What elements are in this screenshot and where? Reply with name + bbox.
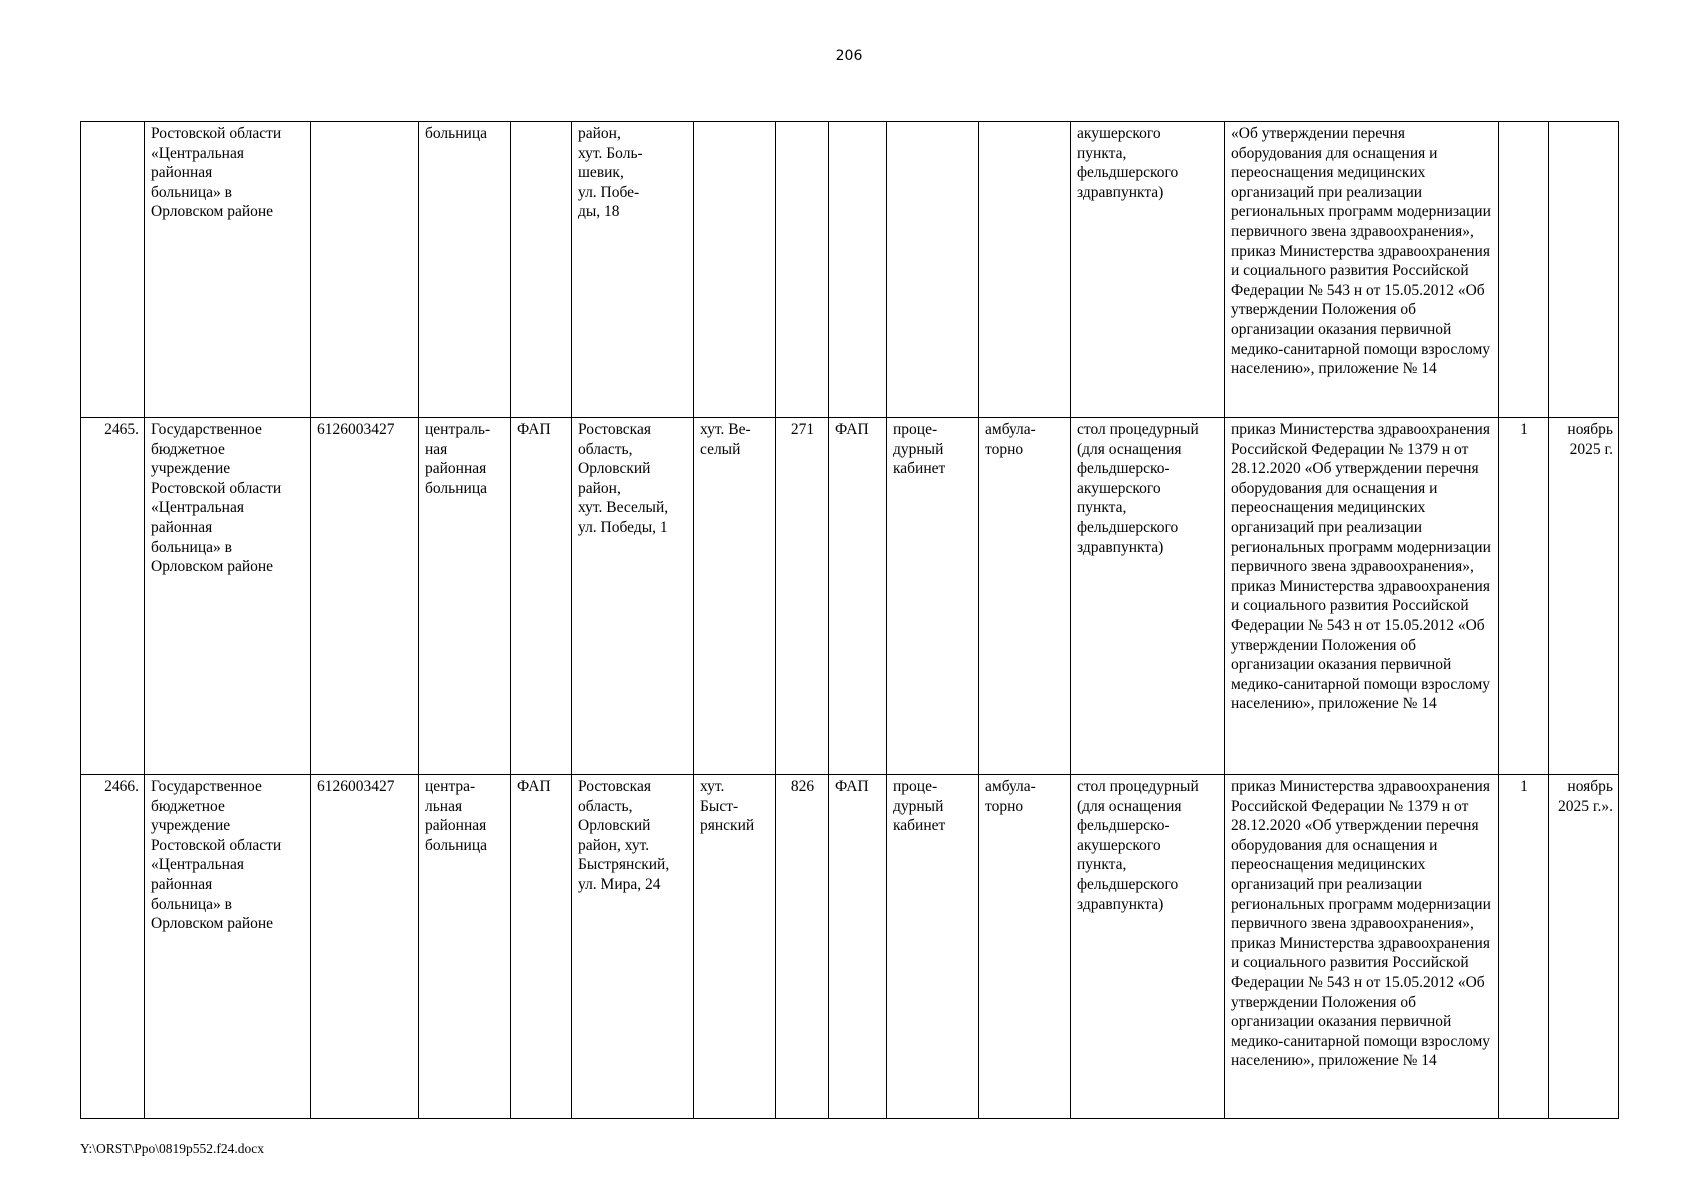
table-row <box>81 775 1619 1119</box>
address-cell: Ростовская область, Орловский район, хут. Быстрянский, ул. Мира, 24 <box>572 775 694 1119</box>
unit-cell <box>511 122 572 418</box>
population-cell: 826 <box>776 775 829 1119</box>
legal-basis-cell: приказ Министерства здравоохранения Российской Федерации № 1379 н от 28.12.2020 «Об утверждении перечня оборудования для оснащения и переоснащения медицинских организаций при реализации региональных программ модернизации первичного звена здравоохранения», приказ Министерства здравоохранения и социального развития Российской Федерации № 543 н от 15.05.2012 «Об утверждении Положения об организации оказания первичной медико-санитарной помощи взрослому населению», приложение № 14 <box>1225 775 1499 1119</box>
unit-type-cell: ФАП <box>829 418 887 775</box>
legal-basis-cell: приказ Министерства здравоохранения Российской Федерации № 1379 н от 28.12.2020 «Об утверждении перечня оборудования для оснащения и переоснащения медицинских организаций при реализации региональных программ модернизации первичного звена здравоохранения», приказ Министерства здравоохранения и социального развития Российской Федерации № 543 н от 15.05.2012 «Об утверждении Положения об организации оказания первичной медико-санитарной помощи взрослому населению», приложение № 14 <box>1225 418 1499 775</box>
population-cell: 271 <box>776 418 829 775</box>
date-cell: ноябрь 2025 г.». <box>1549 775 1619 1119</box>
inn-cell <box>311 122 419 418</box>
quantity-cell: 1 <box>1499 775 1549 1119</box>
date-cell: ноябрь 2025 г. <box>1549 418 1619 775</box>
organization-cell: Государственное бюджетное учреждение Ростовской области «Центральная районная больница» в Орловском районе <box>145 418 311 775</box>
org-type-cell: больница <box>419 122 511 418</box>
care-mode-cell: амбула- торно <box>979 418 1071 775</box>
org-type-cell: централь- ная районная больница <box>419 418 511 775</box>
settlement-cell: хут. Быст- рянский <box>694 775 776 1119</box>
page-number: 206 <box>835 48 863 64</box>
quantity-cell <box>1499 122 1549 418</box>
document-table <box>80 121 1619 1119</box>
settlement-cell <box>694 122 776 418</box>
date-cell <box>1549 122 1619 418</box>
org-type-cell: центра- льная районная больница <box>419 775 511 1119</box>
cabinet-cell: проце- дурный кабинет <box>887 775 979 1119</box>
row-number-cell <box>81 122 145 418</box>
cabinet-cell: проце- дурный кабинет <box>887 418 979 775</box>
equipment-cell: стол процедурный (для оснащения фельдшерско- акушерского пункта, фельдшерского здравпункта) <box>1071 775 1225 1119</box>
equipment-cell: стол процедурный (для оснащения фельдшерско- акушерского пункта, фельдшерского здравпункта) <box>1071 418 1225 775</box>
care-mode-cell <box>979 122 1071 418</box>
cabinet-cell <box>887 122 979 418</box>
table-row <box>81 122 1619 418</box>
address-cell: район, хут. Боль- шевик, ул. Побе- ды, 18 <box>572 122 694 418</box>
care-mode-cell: амбула- торно <box>979 775 1071 1119</box>
footer-file-path: Y:\ORST\Ppo\0819p552.f24.docx <box>80 1141 265 1156</box>
inn-cell: 6126003427 <box>311 775 419 1119</box>
address-cell: Ростовская область, Орловский район, хут. Веселый, ул. Победы, 1 <box>572 418 694 775</box>
settlement-cell: хут. Ве- селый <box>694 418 776 775</box>
organization-cell: Государственное бюджетное учреждение Ростовской области «Центральная районная больница» в Орловском районе <box>145 775 311 1119</box>
unit-type-cell: ФАП <box>829 775 887 1119</box>
unit-cell: ФАП <box>511 418 572 775</box>
unit-cell: ФАП <box>511 775 572 1119</box>
population-cell <box>776 122 829 418</box>
inn-cell: 6126003427 <box>311 418 419 775</box>
equipment-cell: акушерского пункта, фельдшерского здравпункта) <box>1071 122 1225 418</box>
legal-basis-cell: «Об утверждении перечня оборудования для оснащения и переоснащения медицинских организаций при реализации региональных программ модернизации первичного звена здравоохранения», приказ Министерства здравоохранения и социального развития Российской Федерации № 543 н от 15.05.2012 «Об утверждении Положения об организации оказания первичной медико-санитарной помощи взрослому населению», приложение № 14 <box>1225 122 1499 418</box>
quantity-cell: 1 <box>1499 418 1549 775</box>
unit-type-cell <box>829 122 887 418</box>
row-number-cell: 2466. <box>81 775 145 1119</box>
row-number-cell: 2465. <box>81 418 145 775</box>
organization-cell: Ростовской области «Центральная районная больница» в Орловском районе <box>145 122 311 418</box>
table-row <box>81 418 1619 775</box>
